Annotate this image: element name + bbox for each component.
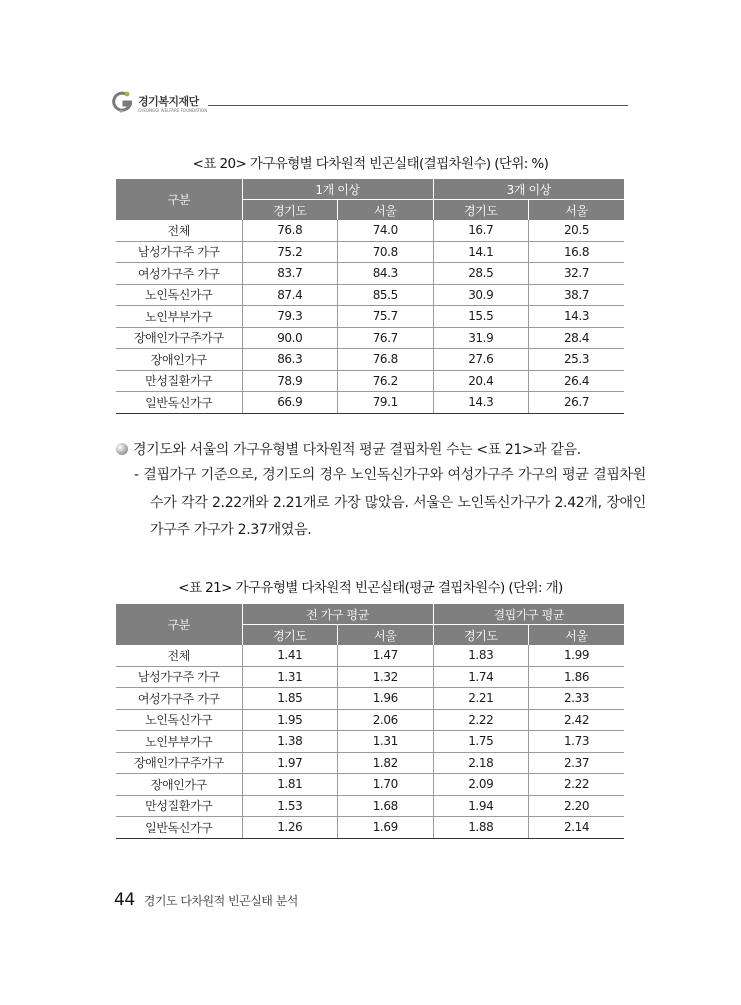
table-cell: 1.88 — [433, 817, 529, 839]
table-corner-header: 구분 — [116, 179, 242, 220]
page-header — [112, 90, 628, 120]
table-cell: 2.14 — [529, 817, 625, 839]
table-cell: 1.95 — [242, 709, 338, 731]
table-cell: 16.8 — [529, 241, 625, 263]
table-cell: 70.8 — [338, 241, 434, 263]
table-cell: 1.41 — [242, 645, 338, 666]
table-cell: 1.31 — [338, 731, 434, 753]
bullet-text: 경기도와 서울의 가구유형별 다차원적 평균 결핍차원 수는 <표 21>과 같음. — [133, 442, 581, 458]
table-row — [116, 666, 624, 688]
table-cell: 66.9 — [242, 392, 338, 414]
table-row — [116, 241, 624, 263]
table-cell: 84.3 — [338, 263, 434, 285]
page-number: 44 — [114, 890, 135, 910]
table-cell: 1.53 — [242, 795, 338, 817]
row-label: 장애인가구주가구 — [116, 752, 242, 774]
row-label: 전체 — [116, 220, 242, 241]
column-header: 서울 — [529, 200, 625, 221]
table-cell: 86.3 — [242, 349, 338, 371]
row-label: 만성질환가구 — [116, 795, 242, 817]
table-cell: 32.7 — [529, 263, 625, 285]
table-cell: 38.7 — [529, 284, 625, 306]
table-cell: 26.4 — [529, 370, 625, 392]
row-label: 전체 — [116, 645, 242, 666]
table-row — [116, 645, 624, 666]
table-cell: 2.37 — [529, 752, 625, 774]
table-cell: 1.31 — [242, 666, 338, 688]
column-header: 서울 — [338, 625, 434, 646]
table-cell: 2.18 — [433, 752, 529, 774]
table-cell: 2.06 — [338, 709, 434, 731]
row-label: 노인부부가구 — [116, 731, 242, 753]
table-cell: 76.8 — [242, 220, 338, 241]
table-cell: 16.7 — [433, 220, 529, 241]
group-header: 1개 이상 — [242, 179, 433, 200]
row-label: 노인독신가구 — [116, 709, 242, 731]
group-header: 결핍가구 평균 — [433, 604, 624, 625]
table-cell: 26.7 — [529, 392, 625, 414]
table-cell: 25.3 — [529, 349, 625, 371]
table-cell: 79.3 — [242, 306, 338, 328]
row-label: 여성가구주 가구 — [116, 263, 242, 285]
table-cell: 1.74 — [433, 666, 529, 688]
column-header: 서울 — [529, 625, 625, 646]
table-cell: 74.0 — [338, 220, 434, 241]
row-label: 만성질환가구 — [116, 370, 242, 392]
table-row — [116, 774, 624, 796]
table-cell: 76.8 — [338, 349, 434, 371]
table-row — [116, 752, 624, 774]
table-row — [116, 220, 624, 241]
table-cell: 1.94 — [433, 795, 529, 817]
table-cell: 75.7 — [338, 306, 434, 328]
table-corner-header: 구분 — [116, 604, 242, 645]
table-cell: 28.4 — [529, 327, 625, 349]
table-cell: 1.81 — [242, 774, 338, 796]
table-21 — [116, 604, 624, 839]
table-row — [116, 370, 624, 392]
table-row — [116, 306, 624, 328]
table-cell: 1.70 — [338, 774, 434, 796]
table-cell: 1.86 — [529, 666, 625, 688]
table20-caption: <표 20> 가구유형별 다차원적 빈곤실태(결핍차원수) (단위: %) — [192, 156, 549, 172]
table-row — [116, 688, 624, 710]
table-row — [116, 327, 624, 349]
row-label: 장애인가구 — [116, 774, 242, 796]
table-cell: 2.22 — [433, 709, 529, 731]
row-label: 남성가구주 가구 — [116, 666, 242, 688]
header-rule — [208, 105, 628, 106]
column-header: 경기도 — [433, 625, 529, 646]
table-cell: 1.73 — [529, 731, 625, 753]
table-cell: 1.82 — [338, 752, 434, 774]
row-label: 여성가구주 가구 — [116, 688, 242, 710]
row-label: 남성가구주 가구 — [116, 241, 242, 263]
table-cell: 1.69 — [338, 817, 434, 839]
table-cell: 1.96 — [338, 688, 434, 710]
table-cell: 83.7 — [242, 263, 338, 285]
table-row — [116, 731, 624, 753]
table-cell: 1.47 — [338, 645, 434, 666]
table-cell: 1.97 — [242, 752, 338, 774]
summary-bullet — [116, 437, 630, 464]
table-cell: 1.85 — [242, 688, 338, 710]
table-cell: 87.4 — [242, 284, 338, 306]
table-cell: 1.99 — [529, 645, 625, 666]
table-cell: 2.09 — [433, 774, 529, 796]
row-label: 장애인가구주가구 — [116, 327, 242, 349]
table-cell: 1.38 — [242, 731, 338, 753]
table-row — [116, 817, 624, 839]
table-cell: 90.0 — [242, 327, 338, 349]
table-cell: 1.32 — [338, 666, 434, 688]
row-label: 노인독신가구 — [116, 284, 242, 306]
row-label: 일반독신가구 — [116, 817, 242, 839]
table-cell: 76.2 — [338, 370, 434, 392]
foundation-logo-icon — [112, 90, 134, 116]
row-label: 노인부부가구 — [116, 306, 242, 328]
group-header: 전 가구 평균 — [242, 604, 433, 625]
table-cell: 85.5 — [338, 284, 434, 306]
org-name: 경기복지재단 — [138, 95, 199, 108]
table-cell: 2.20 — [529, 795, 625, 817]
table-cell: 27.6 — [433, 349, 529, 371]
table-cell: 75.2 — [242, 241, 338, 263]
table-cell: 79.1 — [338, 392, 434, 414]
table-cell: 2.22 — [529, 774, 625, 796]
column-header: 서울 — [338, 200, 434, 221]
table-cell: 1.68 — [338, 795, 434, 817]
table-cell: 2.21 — [433, 688, 529, 710]
table-20 — [116, 179, 624, 414]
column-header: 경기도 — [242, 625, 338, 646]
row-label: 일반독신가구 — [116, 392, 242, 414]
table-cell: 30.9 — [433, 284, 529, 306]
table-row — [116, 284, 624, 306]
table-cell: 28.5 — [433, 263, 529, 285]
table-cell: 14.1 — [433, 241, 529, 263]
table-cell: 1.83 — [433, 645, 529, 666]
table-row — [116, 709, 624, 731]
page-footer — [114, 890, 298, 910]
table-cell: 14.3 — [433, 392, 529, 414]
table-cell: 2.42 — [529, 709, 625, 731]
table-cell: 14.3 — [529, 306, 625, 328]
footer-title: 경기도 다차원적 빈곤실태 분석 — [143, 894, 298, 908]
org-subtitle: GYEONGGI WELFARE FOUNDATION — [138, 108, 208, 113]
table-row — [116, 263, 624, 285]
table-row — [116, 392, 624, 414]
table-cell: 1.26 — [242, 817, 338, 839]
table-row — [116, 795, 624, 817]
table-cell: 2.33 — [529, 688, 625, 710]
table-cell: 20.4 — [433, 370, 529, 392]
detail-paragraph: - 결핍가구 기준으로, 경기도의 경우 노인독신가구와 여성가구주 가구의 평균 결핍차원 수가 각각 2.22개와 2.21개로 가장 많았음. 서울은 노인독신가구가 2.42개, 장애인가구주 가구가 2.37개였음. — [134, 467, 646, 538]
column-header: 경기도 — [242, 200, 338, 221]
table-cell: 31.9 — [433, 327, 529, 349]
row-label: 장애인가구 — [116, 349, 242, 371]
bullet-icon — [116, 443, 128, 455]
column-header: 경기도 — [433, 200, 529, 221]
table-row — [116, 349, 624, 371]
group-header: 3개 이상 — [433, 179, 624, 200]
table-cell: 78.9 — [242, 370, 338, 392]
table-cell: 76.7 — [338, 327, 434, 349]
table21-caption: <표 21> 가구유형별 다차원적 빈곤실태(평균 결핍차원수) (단위: 개) — [178, 580, 563, 596]
table-cell: 15.5 — [433, 306, 529, 328]
table-cell: 20.5 — [529, 220, 625, 241]
table-cell: 1.75 — [433, 731, 529, 753]
